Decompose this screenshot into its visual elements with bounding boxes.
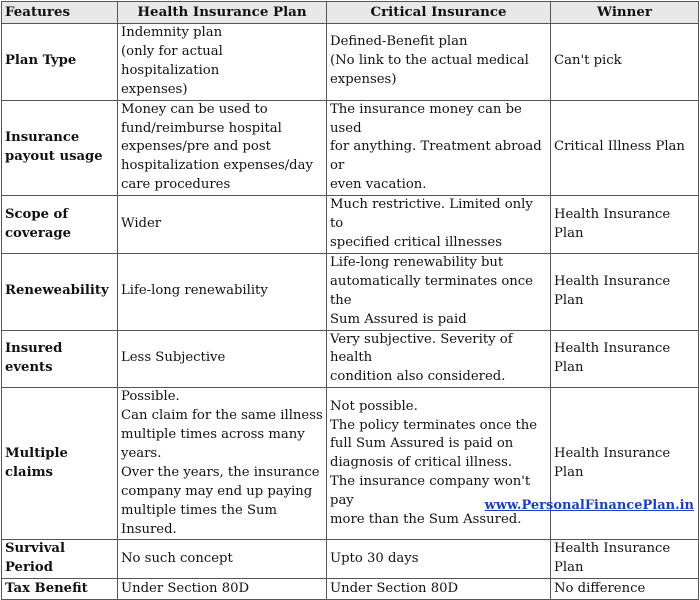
winner-cell: Health Insurance Plan [551,388,699,540]
critical-line: Life-long renewability but [330,254,504,270]
critical-cell [327,253,551,330]
health-line: Wider [121,216,162,232]
critical-cell [327,388,551,540]
winner-cell: Health Insurance Plan [551,196,699,254]
health-line: Less Subjective [121,350,226,366]
winner-cell: Health Insurance Plan [551,253,699,330]
critical-line: The insurance company won't pay [330,474,531,509]
feature-cell: Reneweability [2,253,118,330]
health-line: Possible. [121,389,180,405]
table-row [2,579,699,600]
header-critical-insurance: Critical Insurance [327,2,551,24]
health-line: Insured. [121,521,177,537]
critical-line: expenses) [330,72,397,88]
health-cell [118,196,327,254]
winner-cell: No difference [551,579,699,600]
critical-line: full Sum Assured is paid on [330,436,514,452]
health-line: company may end up paying [121,483,313,499]
critical-line: automatically terminates once the [330,273,533,308]
health-line: multiple times the Sum [121,502,277,518]
health-cell [118,540,327,579]
health-line: Can claim for the same illness [121,408,323,424]
feature-cell: Multiple claims [2,388,118,540]
winner-cell: Critical Illness Plan [551,100,699,196]
feature-cell: Survival Period [2,540,118,579]
header-row [2,2,699,24]
health-line: expenses) [121,81,188,97]
winner-cell: Health Insurance Plan [551,330,699,388]
table-row [2,330,699,388]
table-row [2,196,699,254]
health-line: Money can be used to [121,101,268,117]
feature-cell: Insured events [2,330,118,388]
health-cell [118,100,327,196]
site-link[interactable]: www.PersonalFinancePlan.in [484,498,694,513]
critical-line: Upto 30 days [330,550,419,566]
health-line: expenses/pre and post [121,139,271,155]
health-line: Over the years, the insurance [121,464,320,480]
header-winner: Winner [551,2,699,24]
health-cell [118,330,327,388]
health-line: Indemnity plan [121,25,223,40]
health-cell [118,24,327,101]
table-row [2,100,699,196]
critical-line: Very subjective. Severity of health [330,331,513,366]
critical-cell [327,579,551,600]
winner-cell: Health Insurance Plan [551,540,699,579]
header-health-plan: Health Insurance Plan [118,2,327,24]
health-line: Life-long renewability [121,283,268,299]
winner-cell: Can't pick [551,24,699,101]
critical-cell [327,330,551,388]
critical-line: for anything. Treatment abroad or [330,139,542,174]
critical-line: Defined-Benefit plan [330,34,468,50]
critical-line: (No link to the actual medical [330,53,529,69]
header-features: Features [2,2,118,24]
health-cell [118,388,327,540]
health-line: multiple times across many [121,427,305,443]
critical-cell [327,24,551,101]
health-line: Under Section 80D [121,580,250,596]
table-body [2,24,699,600]
feature-cell: Tax Benefit [2,579,118,600]
critical-line: specified critical illnesses [330,234,502,250]
health-line: years. [121,445,162,461]
table-row [2,388,699,540]
critical-line: more than the Sum Assured. [330,512,522,528]
critical-cell [327,196,551,254]
critical-line: condition also considered. [330,369,506,385]
critical-line: The policy terminates once the [330,417,538,433]
critical-line: Under Section 80D [330,580,459,596]
critical-cell [327,100,551,196]
health-line: hospitalization expenses/day [121,158,313,174]
table-row [2,24,699,101]
feature-cell: Scope of coverage [2,196,118,254]
critical-line: Not possible. [330,398,418,414]
critical-line: even vacation. [330,177,427,193]
critical-line: Sum Assured is paid [330,311,467,327]
critical-line: diagnosis of critical illness. [330,455,513,471]
health-line: No such concept [121,550,233,566]
critical-line: Much restrictive. Limited only to [330,197,533,232]
feature-cell: Insurance payout usage [2,100,118,196]
health-cell [118,579,327,600]
health-line: fund/reimburse hospital [121,120,282,136]
critical-cell [327,540,551,579]
health-cell [118,253,327,330]
health-line: care procedures [121,177,231,193]
table-row [2,253,699,330]
critical-line: The insurance money can be used [330,101,522,136]
feature-cell: Plan Type [2,24,118,101]
table-row [2,540,699,579]
health-line: (only for actual hospitalization [121,43,223,78]
